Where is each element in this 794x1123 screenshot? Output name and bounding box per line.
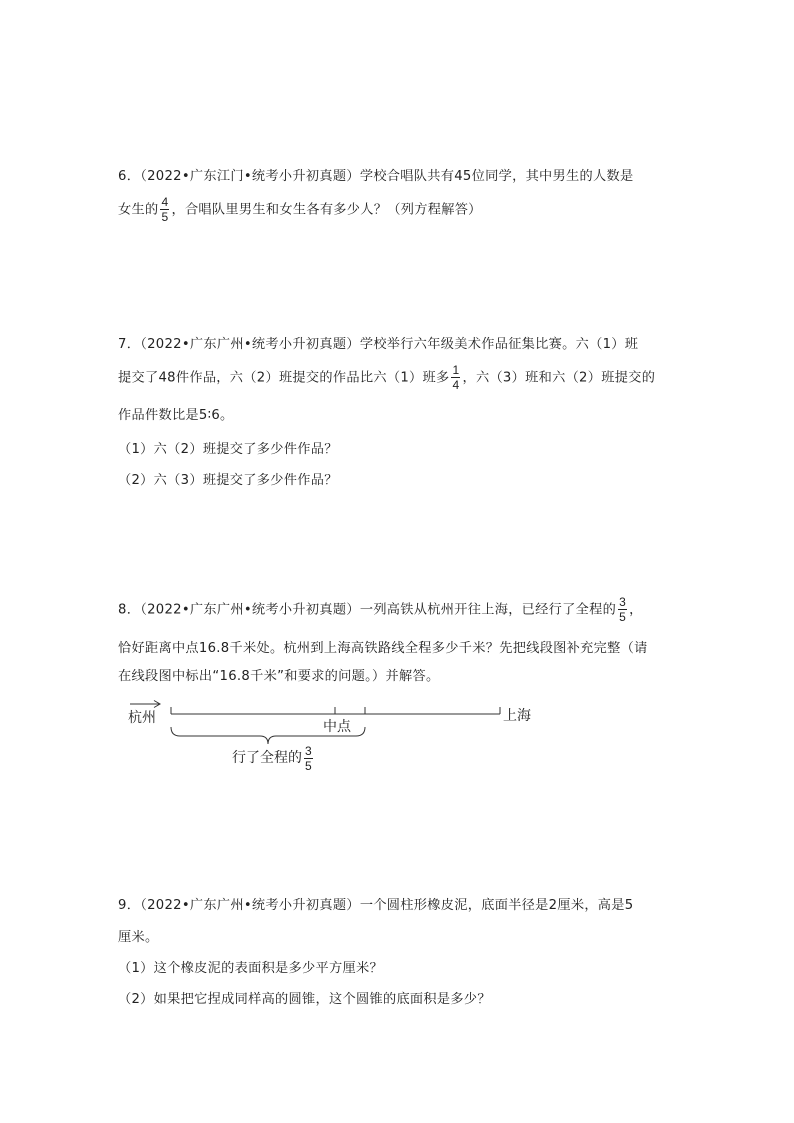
q9-sub-question-1: （1）这个橡皮泥的表面积是多少平方厘米？ <box>118 961 383 976</box>
q7-fraction-denominator: 4 <box>452 378 460 392</box>
q7-line-2 <box>118 364 655 391</box>
q8-line-2: 恰好距离中点16.8千米处。杭州到上海高铁路线全程多少千米？先把线段图补充完整（请 <box>118 641 648 656</box>
q8-text-pre: 8．（2022•广东广州•统考小升初真题）一列高铁从杭州开往上海，已经行了全程的 <box>118 602 617 618</box>
q6-line-1: 6．（2022•广东江门•统考小升初真题）学校合唱队共有45位同学，其中男生的人数是 <box>118 169 634 184</box>
q8-fraction-denominator: 5 <box>619 610 627 624</box>
q7-line-3: 作品件数比是5∶6。 <box>118 408 234 423</box>
q8-fraction-numerator: 3 <box>619 595 627 609</box>
q7-line-1: 7．（2022•广东广州•统考小升初真题）学校举行六年级美术作品征集比赛。六（1）班 <box>118 337 639 352</box>
brace-label-text: 行了全程的 <box>232 749 302 766</box>
brace-label <box>232 745 315 772</box>
q6-text-post: ，合唱队里男生和女生各有多少人？（列方程解答） <box>171 202 482 218</box>
q8-fraction <box>618 596 627 623</box>
start-label-hangzhou: 杭州 <box>128 709 156 725</box>
q6-fraction <box>160 196 169 223</box>
q8-text-post: ， <box>629 602 643 618</box>
q9-sub-question-2: （2）如果把它捏成同样高的圆锥，这个圆锥的底面积是多少？ <box>118 992 491 1007</box>
q6-text-pre: 女生的 <box>118 202 159 218</box>
q6-fraction-denominator: 5 <box>161 210 169 224</box>
end-label-shanghai: 上海 <box>503 707 531 723</box>
q8-line-1 <box>118 596 643 623</box>
q7-sub-question-1: （1）六（2）班提交了多少件作品？ <box>118 442 338 457</box>
brace-fraction <box>304 745 313 772</box>
q9-line-1: 9．（2022•广东广州•统考小升初真题）一个圆柱形橡皮泥，底面半径是2厘米，高是5 <box>118 898 634 913</box>
midpoint-label: 中点 <box>323 718 351 734</box>
q6-fraction-numerator: 4 <box>161 195 169 209</box>
q6-line-2 <box>118 196 482 223</box>
q7-text-post: ，六（3）班和六（2）班提交的 <box>462 370 656 386</box>
q9-line-2: 厘米。 <box>118 930 159 945</box>
q7-fraction <box>451 364 460 391</box>
brace-fraction-numerator: 3 <box>305 744 312 758</box>
q8-line-3: 在线段图中标出“16.8千米”和要求的问题。）并解答。 <box>118 669 440 684</box>
brace-fraction-denominator: 5 <box>305 759 312 773</box>
q7-sub-question-2: （2）六（3）班提交了多少件作品？ <box>118 473 338 488</box>
segment-diagram <box>120 695 560 785</box>
q7-fraction-numerator: 1 <box>452 363 460 377</box>
q7-text-pre: 提交了48件作品，六（2）班提交的作品比六（1）班多 <box>118 370 450 386</box>
